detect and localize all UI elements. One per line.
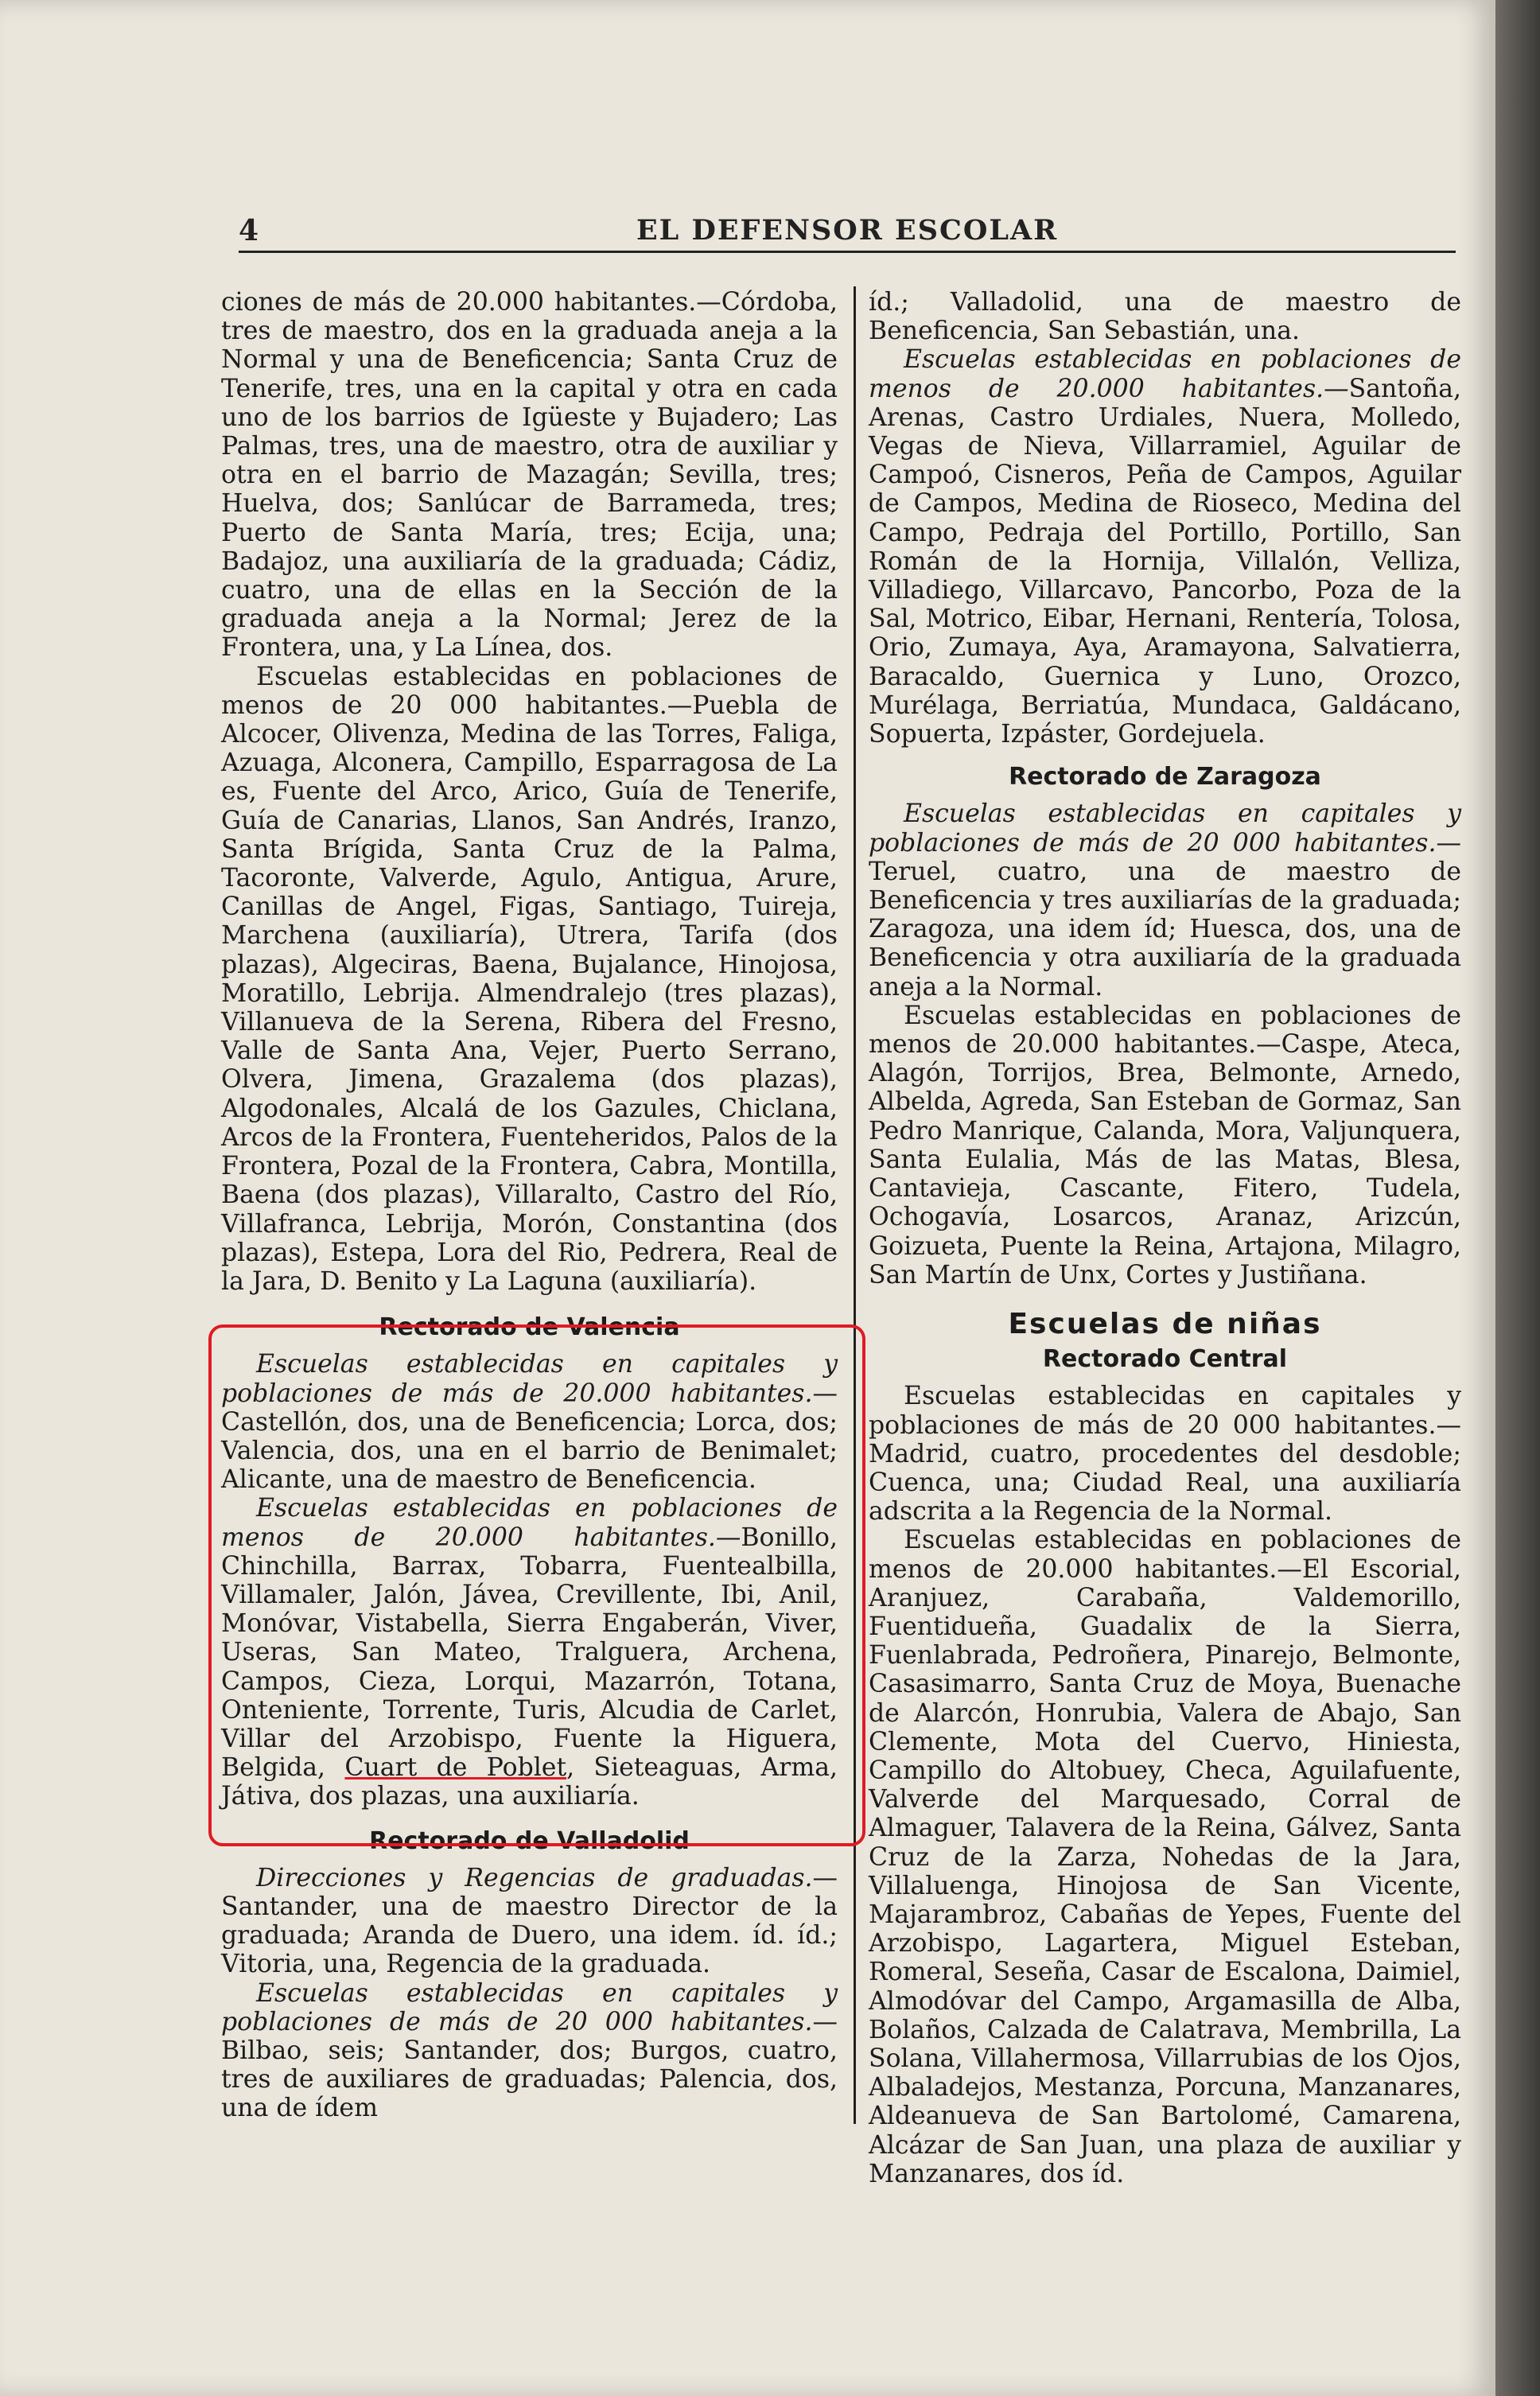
column-rule — [854, 286, 856, 2124]
valladolid-capitals-lead: Escuelas establecidas en capitales y poblaciones de más de 20 000 habitantes. — [221, 1978, 838, 2036]
valencia-capitals-text: —Castellón, dos, una de Beneficencia; Lorca, dos; Valencia, dos, una en el barrio de Benimalet; Alicante, una de maestro de Beneficencia. — [221, 1379, 838, 1495]
heading-rectorado-central: Rectorado Central — [1042, 1345, 1288, 1374]
valladolid-direcciones-text: —Santander, una de maestro Director de la graduada; Aranda de Duero, una idem. íd. íd.; Vitoria, una, Regencia de la graduada. — [221, 1863, 838, 1979]
heading-escuelas-de-ninas: Escuelas de niñas — [1008, 1307, 1322, 1340]
page-number: 4 — [239, 214, 259, 247]
cuart-de-poblet-marked: Cuart de Poblet — [344, 1753, 567, 1783]
red-highlight-box — [208, 1324, 865, 1846]
heading-rectorado-valladolid: Rectorado de Valladolid — [369, 1826, 690, 1855]
northern-towns-text: —Santoña, Arenas, Castro Urdiales, Nuera, Molledo, Vegas de Nieva, Villarramiel, Aguilar de Campoó, Cisneros, Peña de Campos, Aguilar de Campos, Medina de Rioseco, Medina del Campo, Pedraja del Portillo, Portillo, San Román de la Hornija, Villalón, Velliza, Villadiego, Villarcavo, Pancorbo, Poza de la Sal, Motrico, Eibar, Hernani, Rentería, Tolosa, Orio, Zumaya, Aya, Aramayona, Salvatierra, Baracaldo, Guernica y Luno, Orozco, Murélaga, Berriatúa, Mundaca, Galdácano, Sopuerta, Izpáster, Gordejuela. — [869, 374, 1461, 749]
zaragoza-towns-paragraph: Escuelas establecidas en poblaciones de menos de 20.000 habitantes.—Caspe, Ateca, Alagón, Torrijos, Brea, Belmonte, Arnedo, Albelda, Agreda, San Esteban de Gormaz, San Pedro Manrique, Calanda, Mora, Valjunquera, Santa Eulalia, Más de las Matas, Blesa, Cantavieja, Cascante, Fitero, Tudela, Ochogavía, Losarcos, Aranaz, Arizcún, Goizueta, Puente la Reina, Artajona, Milagro, San Martín de Unx, Cortes y Justiñana. — [869, 1001, 1461, 1289]
valladolid-continued-paragraph: íd.; Valladolid, una de maestro de Beneficencia, San Sebastián, una. — [869, 288, 1461, 346]
valladolid-capitals-paragraph — [221, 1979, 838, 2123]
heading-rectorado-zaragoza: Rectorado de Zaragoza — [1009, 763, 1321, 792]
valladolid-direcciones-paragraph — [221, 1864, 838, 1979]
valladolid-direcciones-lead: Direcciones y Regencias de graduadas. — [256, 1863, 813, 1892]
zaragoza-capitals-text: —Teruel, cuatro, una de maestro de Beneficencia y tres auxiliarías de la graduada; Zaragoza, una idem íd; Huesca, dos, una de Beneficencia y otra auxiliaría de la graduada aneja a la Normal. — [869, 828, 1461, 1002]
small-towns-paragraph: Escuelas establecidas en poblaciones de menos de 20 000 habitantes.—Puebla de Alcocer, Olivenza, Medina de las Torres, Faliga, Azuaga, Alconera, Campillo, Esparragosa de La es, Fuente del Arco, Arico, Guía de Tenerife, Guía de Canarias, Llanos, San Andrés, Iranzo, Santa Brígida, Santa Cruz de la Palma, Tacoronte, Valverde, Agulo, Antigua, Arure, Canillas de Angel, Figas, Santiago, Tuireja, Marchena (auxiliaría), Utrera, Tarifa (dos plazas), Algeciras, Baena, Bujalance, Hinojosa, Moratillo, Lebrija. Almendralejo (tres plazas), Villanueva de la Serena, Ribera del Fresno, Valle de Santa Ana, Vejer, Puerto Serrano, Olvera, Jimena, Grazalema (dos plazas), Algodonales, Alcalá de los Gazules, Chiclana, Arcos de la Frontera, Fuenteheridos, Palos de la Frontera, Pozal de la Frontera, Cabra, Montilla, Baena (dos plazas), Villaralto, Castro del Río, Villafranca, Lebrija, Morón, Constantina (dos plazas), Estepa, Lora del Rio, Pedrera, Real de la Jara, D. Benito y La Laguna (auxiliaría). — [221, 662, 838, 1296]
valencia-towns-text: —Bonillo, Chinchilla, Barrax, Tobarra, Fuentealbilla, Villamaler, Jalón, Jávea, Crevillente, Ibi, Anil, Monóvar, Vistabella, Sierra Engaberán, Viver, Useras, San Mateo, Tralguera, Archena, Campos, Cieza, Lorqui, Mazarrón, Totana, Onteniente, Torrente, Turis, Alcudia de Carlet, Villar del Arzobispo, Fuente la Higuera, Belgida, — [221, 1523, 838, 1783]
valencia-capitals-lead: Escuelas establecidas en capitales y poblaciones de más de 20.000 habitantes. — [221, 1350, 838, 1408]
page-header — [239, 214, 1456, 253]
heading-rectorado-valencia: Rectorado de Valencia — [379, 1313, 680, 1342]
central-towns-paragraph: Escuelas establecidas en poblaciones de menos de 20.000 habitantes.—El Escorial, Aranjuez, Carabaña, Valdemorillo, Fuentidueña, Guadalix de la Sierra, Fuenlabrada, Pedroñera, Pinarejo, Belmonte, Casasimarro, Santa Cruz de Moya, Buenache de Alarcón, Honrubia, Valera de Abajo, San Clemente, Mota del Cuervo, Hiniesta, Campillo do Altobuey, Checa, Aguilafuente, Valverde del Marquesado, Corral de Almaguer, Talavera de la Reina, Gálvez, Santa Cruz de la Zarza, Nohedas de la Jara, Villaluenga, Hinojosa de San Vicente, Majarambroz, Cabañas de Yepes, Fuente del Arzobispo, Lagartera, Miguel Esteban, Romeral, Seseña, Casar de Escalona, Daimiel, Almodóvar del Campo, Argamasilla de Alba, Bolaños, Calzada de Calatrava, Membrilla, La Solana, Villahermosa, Villarrubias de los Ojos, Albaladejos, Mestanza, Porcuna, Manzanares, Aldeanueva de San Bartolomé, Camarena, Alcázar de San Juan, una plaza de auxiliar y Manzanares, dos íd. — [869, 1526, 1461, 2188]
central-capitals-paragraph: Escuelas establecidas en capitales y poblaciones de más de 20 000 habitantes.—Madrid, cuatro, procedentes del desdoble; Cuenca, una; Ciudad Real, una auxiliaría adscrita a la Regencia de la Normal. — [869, 1382, 1461, 1527]
cadiz-sevilla-paragraph: ciones de más de 20.000 habitantes.—Córdoba, tres de maestro, dos en la graduada aneja a la Normal y una de Beneficencia; Santa Cruz de Tenerife, tres, una en la capital y otra en cada uno de los barrios de Igüeste y Bujadero; Las Palmas, tres, una de maestro, otra de auxiliar y otra en el barrio de Mazagán; Sevilla, tres; Huelva, dos; Sanlúcar de Barrameda, tres; Puerto de Santa María, tres; Ecija, una; Badajoz, una auxiliaría de la graduada; Cádiz, cuatro, una de ellas en la Sección de la graduada aneja a la Normal; Jerez de la Frontera, una, y La Línea, dos. — [221, 288, 838, 663]
zaragoza-capitals-paragraph — [869, 799, 1461, 1001]
valladolid-capitals-text: —Bilbao, seis; Santander, dos; Burgos, cuatro, tres de auxiliares de graduadas; Palencia, dos, una de ídem — [221, 2007, 838, 2123]
page-binding-edge — [1495, 0, 1540, 2396]
valencia-towns-end: , Sieteaguas, Arma, Játiva, dos plazas, una auxiliaría. — [221, 1753, 838, 1811]
valencia-towns-lead: Escuelas establecidas en poblaciones de menos de 20.000 habitantes. — [221, 1494, 838, 1552]
northern-towns-lead: Escuelas establecidas en poblaciones de menos de 20.000 habitantes. — [869, 345, 1461, 403]
zaragoza-capitals-lead: Escuelas establecidas en capitales y poblaciones de más de 20 000 habitantes. — [869, 799, 1461, 858]
northern-towns-paragraph — [869, 345, 1461, 749]
publication-title: EL DEFENSOR ESCOLAR — [636, 214, 1059, 247]
right-column — [869, 288, 1461, 2188]
left-column — [221, 288, 838, 2123]
